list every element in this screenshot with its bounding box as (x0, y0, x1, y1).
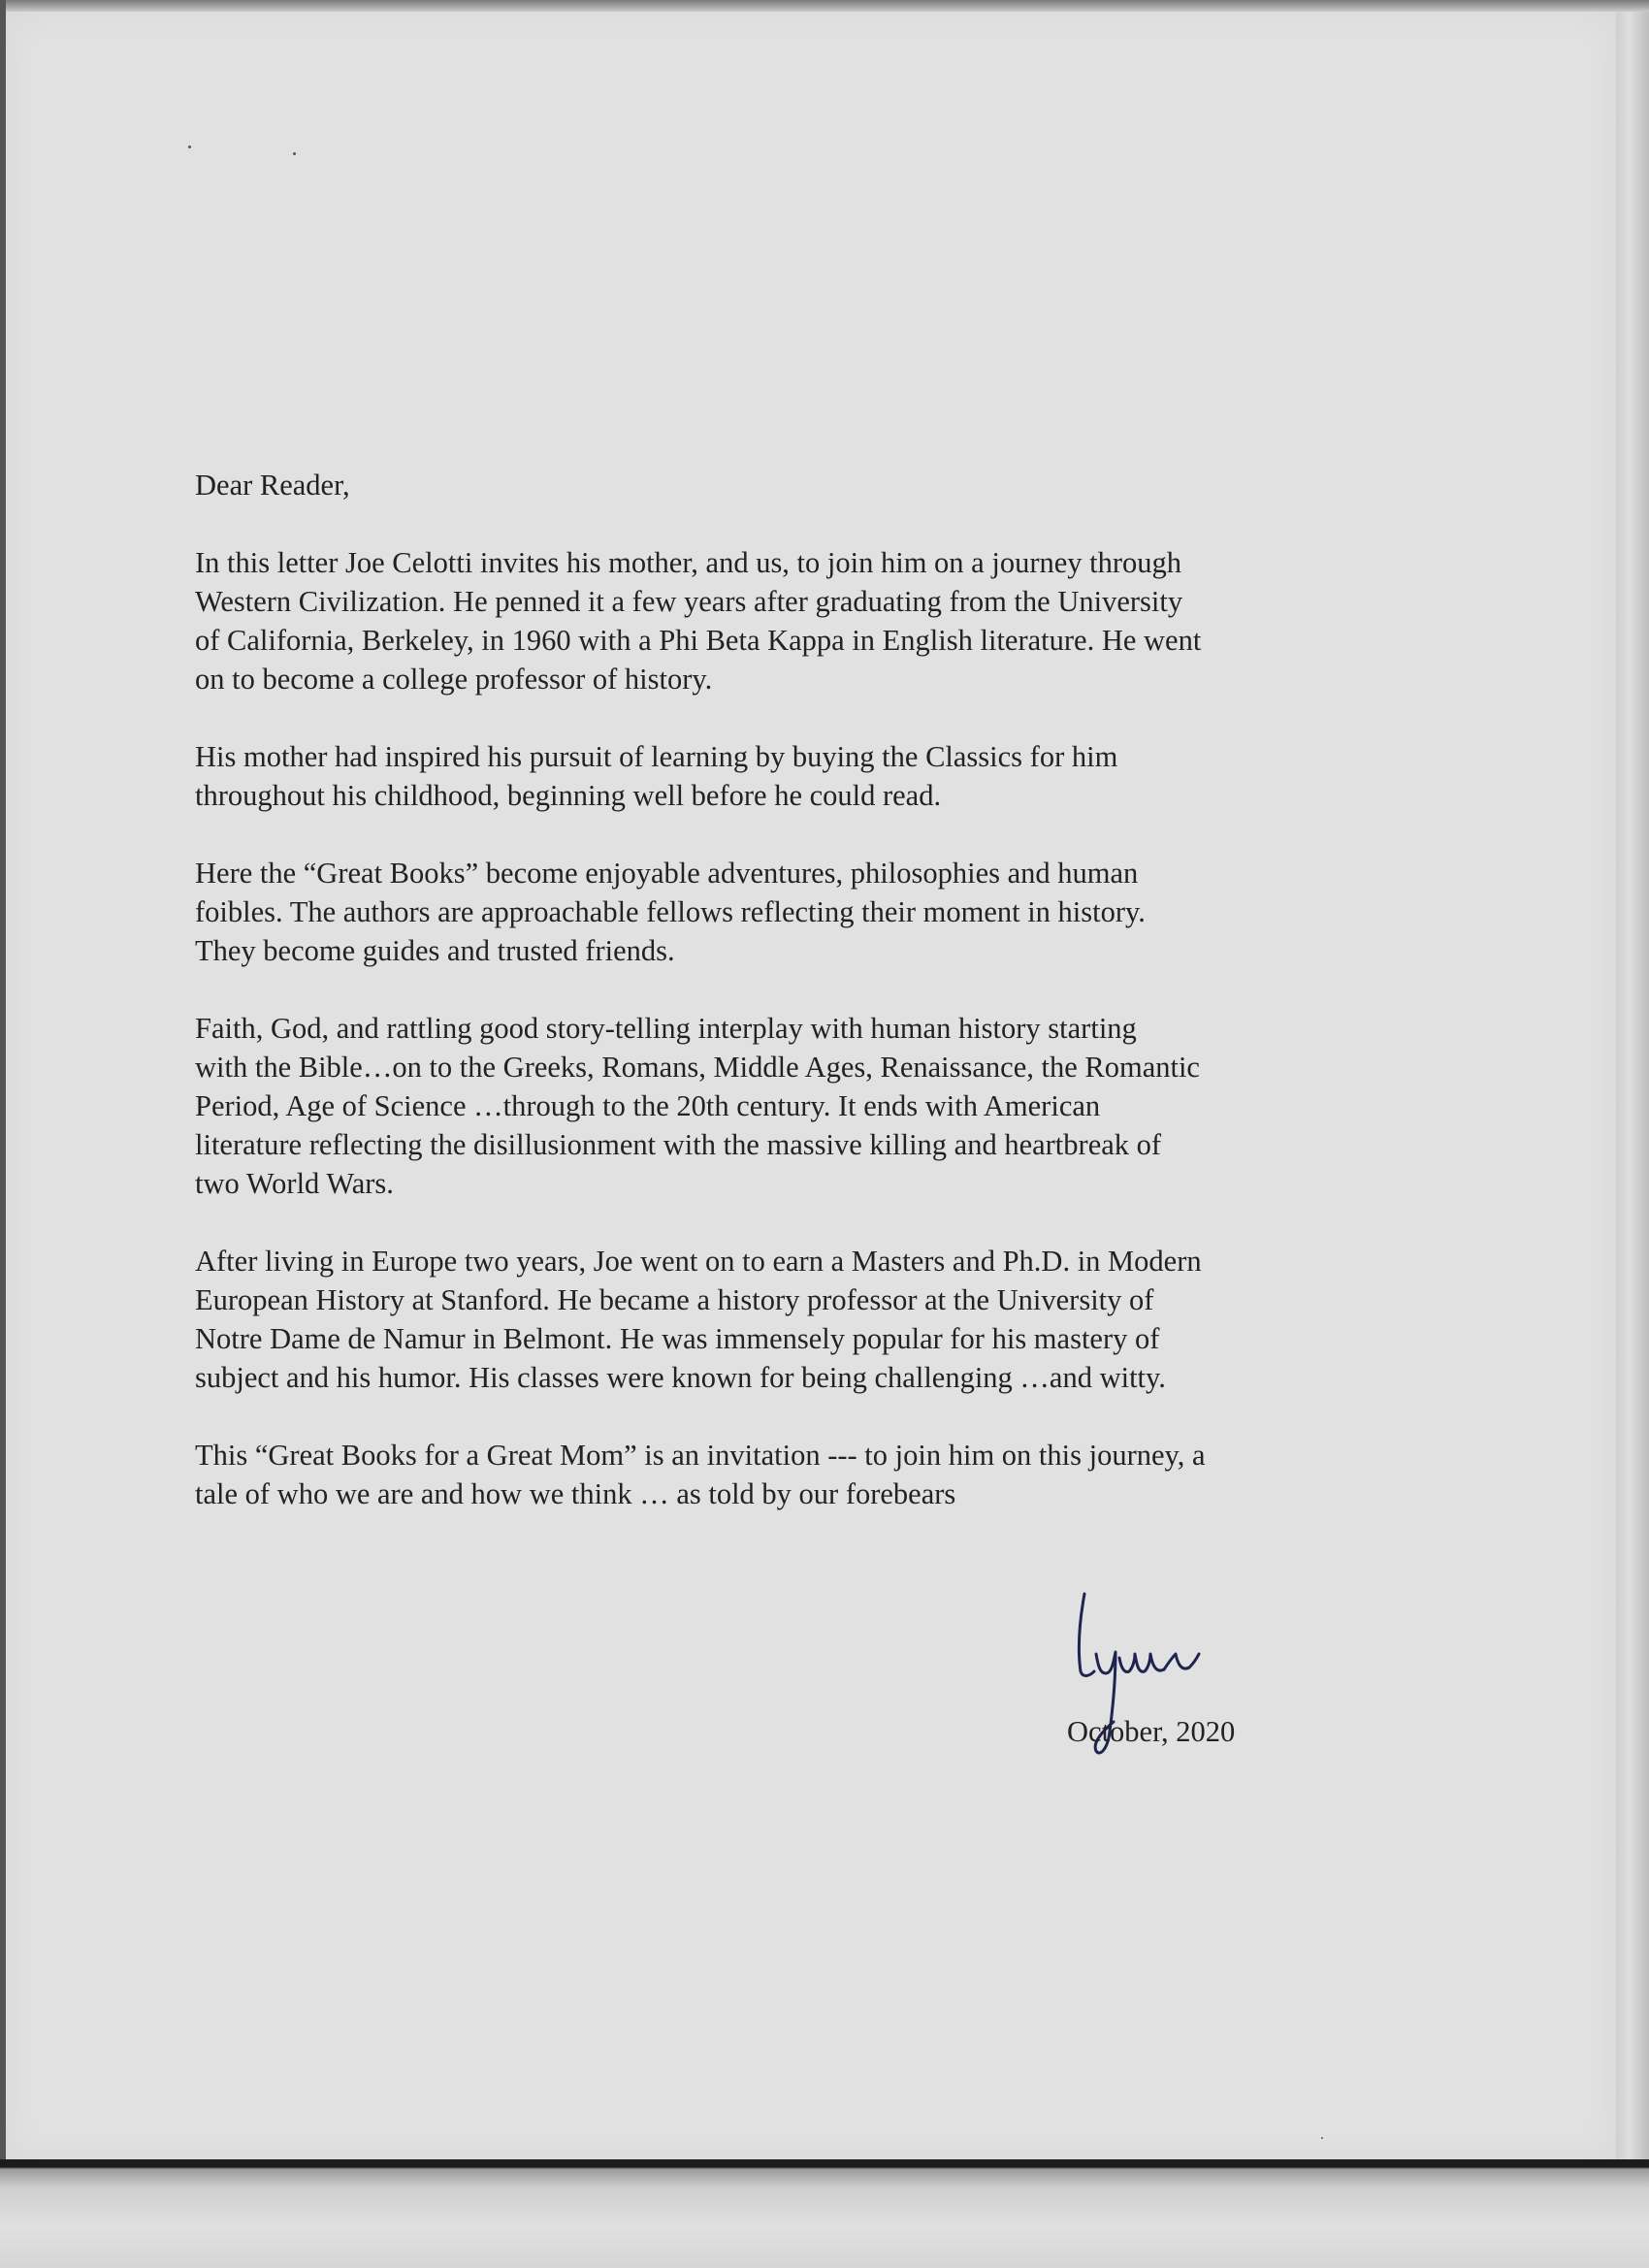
scan-top-edge (0, 0, 1649, 12)
letter-date: October, 2020 (1067, 1715, 1236, 1748)
scan-speck (188, 146, 191, 148)
salutation: Dear Reader, (195, 469, 350, 502)
letter-body (195, 466, 1388, 1552)
scan-bottom-edge (0, 2159, 1649, 2268)
paragraph-2: His mother had inspired his pursuit of learning by buying the Classics for him throughout his childhood, beginning well before he could read. (195, 740, 1118, 812)
scan-speck (1321, 2137, 1323, 2139)
scan-speck (293, 152, 296, 155)
paragraph-1: In this letter Joe Celotti invites his mother, and us, to join him on a journey through Western Civilization. He penned it a few years after graduating from the University of California, Berkeley, in 1960 with a Phi Beta Kappa in English literature. He went on to become a college professor of history. (195, 546, 1202, 696)
paragraph-5: After living in Europe two years, Joe went on to earn a Masters and Ph.D. in Modern European History at Stanford. He became a history professor at the University of Notre Dame de Namur in Belmont. He was immensely popular for his mastery of subject and his humor. His classes were known for being challenging …and witty. (195, 1245, 1202, 1394)
paragraph-6: This “Great Books for a Great Mom” is an invitation --- to join him on this journey, a tale of who we are and how we think … as told by our forebears (195, 1439, 1206, 1510)
paragraph-3: Here the “Great Books” become enjoyable adventures, philosophies and human foibles. The authors are approachable fellows reflecting their moment in history. They become guides and trusted friends. (195, 857, 1146, 967)
paragraph-4: Faith, God, and rattling good story-telling interplay with human history starting with the Bible…on to the Greeks, Romans, Middle Ages, Renaissance, the Romantic Period, Age of Science …through to the 20th century. It ends with American literature reflecting the disillusionment with the massive killing and heartbreak of two World Wars. (195, 1012, 1200, 1200)
page-right-edge (1616, 12, 1649, 2159)
